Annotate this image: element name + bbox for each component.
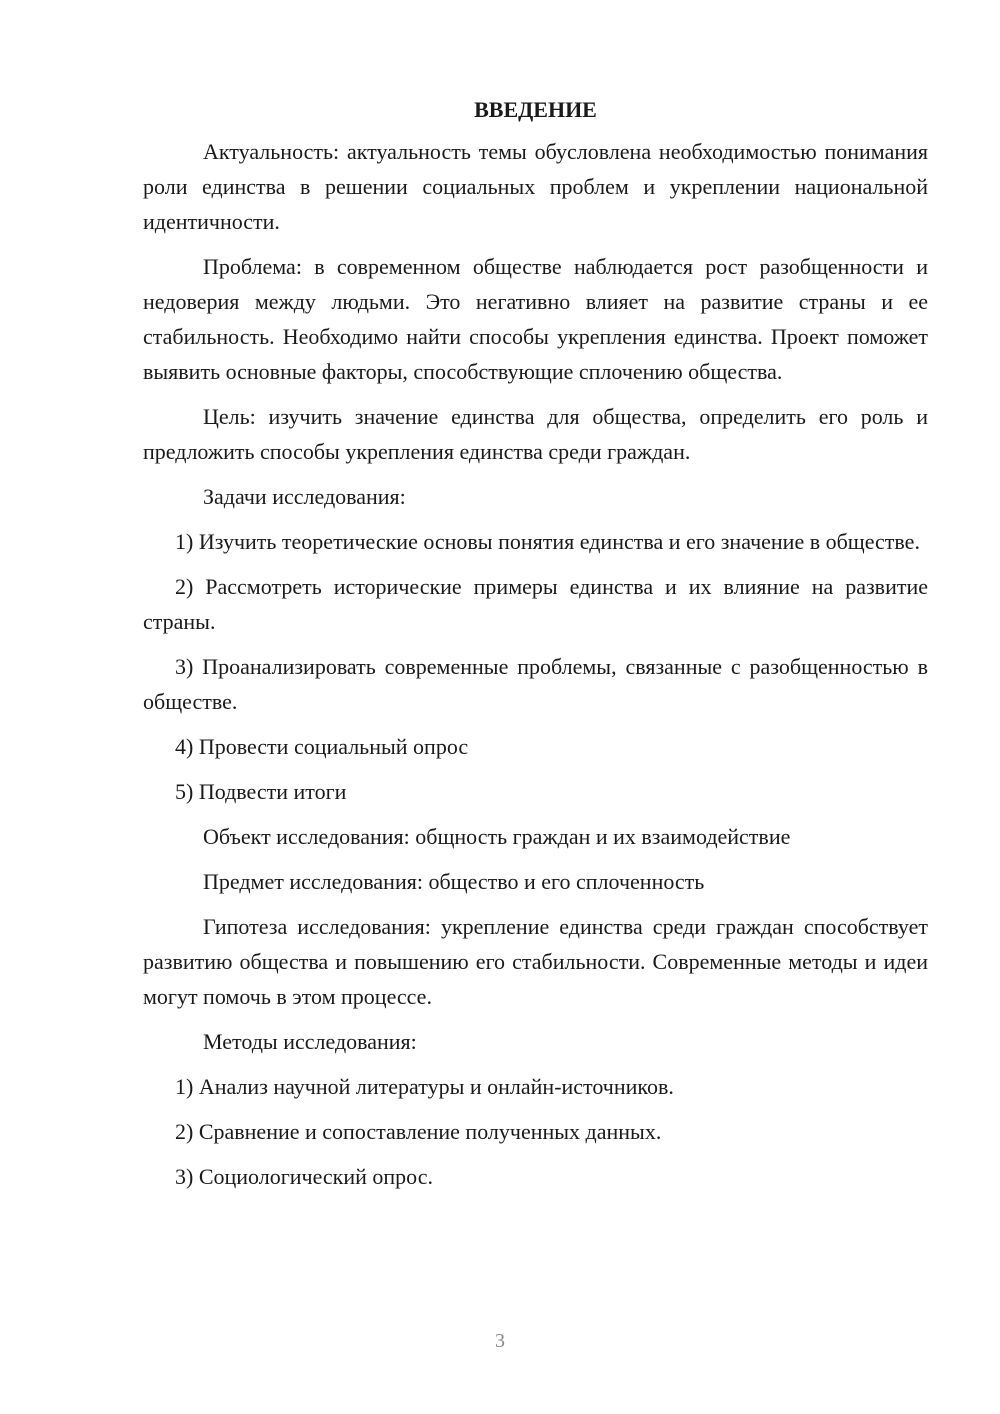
hypothesis-paragraph: Гипотеза исследования: укрепление единства среди граждан способствует развитию общества и повышению его стабильности. Современные методы и идеи могут помочь в этом процессе.	[143, 914, 928, 1009]
method-item: 3) Социологический опрос.	[175, 1164, 433, 1189]
task-item: 3) Проанализировать современные проблемы, связанные с разобщенностью в обществе.	[143, 654, 928, 714]
task-item: 4) Провести социальный опрос	[175, 734, 469, 759]
task-item: 2) Рассмотреть исторические примеры единства и их влияние на развитие страны.	[143, 574, 928, 634]
goal-paragraph: Цель: изучить значение единства для общества, определить его роль и предложить способы укрепления единства среди граждан.	[143, 404, 928, 464]
task-item: 5) Подвести итоги	[175, 779, 347, 804]
document-page	[143, 92, 928, 1204]
section-title: ВВЕДЕНИЕ	[474, 97, 597, 122]
method-item: 2) Сравнение и сопоставление полученных данных.	[175, 1119, 662, 1144]
page-number: 3	[495, 1330, 505, 1352]
methods-heading: Методы исследования:	[203, 1029, 417, 1054]
object-paragraph: Объект исследования: общность граждан и их взаимодействие	[203, 824, 791, 849]
tasks-heading: Задачи исследования:	[203, 484, 406, 509]
method-item: 1) Анализ научной литературы и онлайн-источников.	[175, 1074, 674, 1099]
subject-paragraph: Предмет исследования: общество и его сплоченность	[203, 869, 705, 894]
relevance-paragraph: Актуальность: актуальность темы обусловлена необходимостью понимания роли единства в решении социальных проблем и укреплении национальной идентичности.	[143, 139, 928, 234]
problem-paragraph: Проблема: в современном обществе наблюдается рост разобщенности и недоверия между людьми. Это негативно влияет на развитие страны и ее стабильность. Необходимо найти способы укрепления единства. Проект поможет выявить основные факторы, способствующие сплочению общества.	[143, 254, 928, 384]
task-item: 1) Изучить теоретические основы понятия единства и его значение в обществе.	[175, 529, 920, 554]
